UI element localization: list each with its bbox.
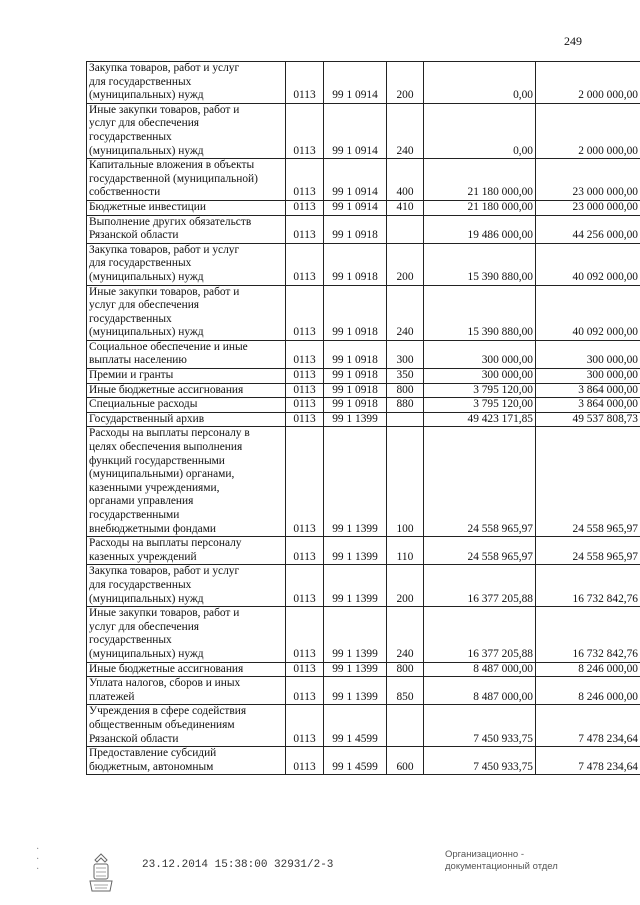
row-section: 0113 xyxy=(286,243,324,285)
row-amount-b: 49 537 808,73 xyxy=(536,412,640,427)
table-body xyxy=(87,62,640,775)
row-name xyxy=(87,662,286,677)
row-amount-a: 24 558 965,97 xyxy=(424,427,536,537)
row-name xyxy=(87,677,286,705)
table-row xyxy=(87,427,640,537)
row-expense-type: 800 xyxy=(387,383,424,398)
row-expense-type xyxy=(387,705,424,747)
row-amount-b: 40 092 000,00 xyxy=(536,285,640,340)
row-section: 0113 xyxy=(286,412,324,427)
row-amount-b: 16 732 842,76 xyxy=(536,565,640,607)
row-target-code: 99 1 4599 xyxy=(324,705,387,747)
coat-of-arms-icon xyxy=(86,851,116,895)
row-amount-a: 19 486 000,00 xyxy=(424,215,536,243)
row-name-line: Социальное обеспечение и иные xyxy=(89,340,248,353)
row-target-code: 99 1 1399 xyxy=(324,537,387,565)
row-expense-type: 240 xyxy=(387,103,424,158)
row-name xyxy=(87,427,286,537)
row-expense-type: 100 xyxy=(387,427,424,537)
row-amount-b: 24 558 965,97 xyxy=(536,427,640,537)
table-row xyxy=(87,200,640,215)
row-section: 0113 xyxy=(286,677,324,705)
row-name-line: Закупка товаров, работ и услуг xyxy=(89,565,240,578)
row-expense-type: 240 xyxy=(387,607,424,662)
row-name-line: для государственных xyxy=(89,257,192,270)
row-section: 0113 xyxy=(286,607,324,662)
row-amount-b: 16 732 842,76 xyxy=(536,607,640,662)
row-target-code: 99 1 0918 xyxy=(324,285,387,340)
row-name-line: Иные закупки товаров, работ и xyxy=(89,607,240,620)
row-amount-a: 0,00 xyxy=(424,103,536,158)
footer-org xyxy=(445,849,558,873)
row-name-line: Предоставление субсидий xyxy=(89,747,217,760)
row-target-code: 99 1 0914 xyxy=(324,159,387,201)
row-target-code: 99 1 4599 xyxy=(324,747,387,775)
row-name-line: Бюджетные инвестиции xyxy=(89,200,206,213)
table-row xyxy=(87,412,640,427)
row-name xyxy=(87,607,286,662)
page-number: 249 xyxy=(564,34,582,48)
table-row xyxy=(87,607,640,662)
row-expense-type xyxy=(387,412,424,427)
table-row xyxy=(87,285,640,340)
row-section: 0113 xyxy=(286,285,324,340)
row-name-line: целях обеспечения выполнения xyxy=(89,441,243,454)
row-name-line: государственных xyxy=(89,130,172,143)
row-name-line: (муниципальных) нужд xyxy=(89,89,204,102)
row-amount-b: 7 478 234,64 xyxy=(536,747,640,775)
table-row xyxy=(87,662,640,677)
row-amount-b: 3 864 000,00 xyxy=(536,398,640,413)
row-amount-a: 8 487 000,00 xyxy=(424,662,536,677)
row-amount-a: 15 390 880,00 xyxy=(424,285,536,340)
row-name-line: выплаты населению xyxy=(89,354,187,367)
row-amount-a: 49 423 171,85 xyxy=(424,412,536,427)
row-section: 0113 xyxy=(286,103,324,158)
row-expense-type: 400 xyxy=(387,159,424,201)
row-amount-b: 23 000 000,00 xyxy=(536,200,640,215)
row-amount-a: 3 795 120,00 xyxy=(424,398,536,413)
row-target-code: 99 1 1399 xyxy=(324,412,387,427)
row-amount-b: 8 246 000,00 xyxy=(536,677,640,705)
row-target-code: 99 1 1399 xyxy=(324,677,387,705)
row-amount-a: 24 558 965,97 xyxy=(424,537,536,565)
row-name xyxy=(87,705,286,747)
row-name-line: внебюджетными фондами xyxy=(89,522,217,535)
table-row xyxy=(87,243,640,285)
row-name-line: услуг для обеспечения xyxy=(89,620,200,633)
row-name-line: государственными xyxy=(89,509,180,521)
row-section: 0113 xyxy=(286,62,324,104)
row-amount-b: 2 000 000,00 xyxy=(536,62,640,104)
row-name-line: платежей xyxy=(89,690,135,703)
row-expense-type: 880 xyxy=(387,398,424,413)
row-name-line: казенных учреждений xyxy=(89,550,197,563)
margin-marks: · · · xyxy=(36,844,40,875)
row-expense-type: 110 xyxy=(387,537,424,565)
footer-doc-id: 32931/2-3 xyxy=(274,859,334,871)
row-amount-a: 15 390 880,00 xyxy=(424,243,536,285)
row-target-code: 99 1 1399 xyxy=(324,607,387,662)
row-name-line: (муниципальными) органами, xyxy=(89,468,235,481)
row-target-code: 99 1 1399 xyxy=(324,662,387,677)
row-name-line: Расходы на выплаты персоналу xyxy=(89,537,242,550)
footer-org-line: Организационно - xyxy=(445,849,525,860)
row-amount-a: 300 000,00 xyxy=(424,340,536,368)
row-name-line: органами управления xyxy=(89,495,194,508)
row-section: 0113 xyxy=(286,565,324,607)
row-name-line: для государственных xyxy=(89,578,192,591)
row-expense-type: 350 xyxy=(387,369,424,384)
row-name-line: казенными учреждениями, xyxy=(89,481,220,494)
row-amount-b: 7 478 234,64 xyxy=(536,705,640,747)
budget-table xyxy=(86,61,640,775)
row-expense-type: 800 xyxy=(387,662,424,677)
row-name xyxy=(87,537,286,565)
footer xyxy=(0,845,640,905)
row-amount-a: 3 795 120,00 xyxy=(424,383,536,398)
row-target-code: 99 1 0918 xyxy=(324,215,387,243)
row-amount-b: 300 000,00 xyxy=(536,340,640,368)
row-expense-type: 200 xyxy=(387,565,424,607)
row-amount-a: 21 180 000,00 xyxy=(424,200,536,215)
row-name-line: услуг для обеспечения xyxy=(89,299,200,312)
row-expense-type: 240 xyxy=(387,285,424,340)
row-target-code: 99 1 1399 xyxy=(324,565,387,607)
row-amount-b: 44 256 000,00 xyxy=(536,215,640,243)
table-row xyxy=(87,62,640,104)
row-name-line: (муниципальных) нужд xyxy=(89,326,204,339)
row-target-code: 99 1 0918 xyxy=(324,383,387,398)
row-amount-a: 16 377 205,88 xyxy=(424,565,536,607)
row-target-code: 99 1 0918 xyxy=(324,340,387,368)
row-section: 0113 xyxy=(286,747,324,775)
row-section: 0113 xyxy=(286,662,324,677)
row-name-line: (муниципальных) нужд xyxy=(89,647,204,660)
row-name xyxy=(87,383,286,398)
table-row xyxy=(87,747,640,775)
footer-org-line: документационный отдел xyxy=(445,861,558,872)
footer-timestamp: 23.12.2014 15:38:00 xyxy=(142,859,268,871)
table-row xyxy=(87,537,640,565)
table-row xyxy=(87,398,640,413)
row-section: 0113 xyxy=(286,537,324,565)
row-amount-a: 7 450 933,75 xyxy=(424,747,536,775)
table-row xyxy=(87,383,640,398)
row-target-code: 99 1 0918 xyxy=(324,369,387,384)
row-name xyxy=(87,340,286,368)
row-name xyxy=(87,398,286,413)
row-name-line: (муниципальных) нужд xyxy=(89,592,204,605)
row-expense-type xyxy=(387,215,424,243)
row-amount-b: 40 092 000,00 xyxy=(536,243,640,285)
row-name-line: Учреждения в сфере содействия xyxy=(89,705,247,718)
row-name xyxy=(87,412,286,427)
row-target-code: 99 1 0914 xyxy=(324,200,387,215)
row-amount-b: 24 558 965,97 xyxy=(536,537,640,565)
row-name-line: Иные закупки товаров, работ и xyxy=(89,285,240,298)
row-name xyxy=(87,215,286,243)
row-amount-a: 21 180 000,00 xyxy=(424,159,536,201)
row-name-line: функций государственными xyxy=(89,454,225,467)
row-name-line: Закупка товаров, работ и услуг xyxy=(89,62,240,74)
row-name-line: (муниципальных) нужд xyxy=(89,270,204,283)
row-section: 0113 xyxy=(286,398,324,413)
row-section: 0113 xyxy=(286,159,324,201)
row-amount-b: 300 000,00 xyxy=(536,369,640,384)
row-section: 0113 xyxy=(286,383,324,398)
table-row xyxy=(87,340,640,368)
row-amount-b: 8 246 000,00 xyxy=(536,662,640,677)
row-name-line: Капитальные вложения в объекты xyxy=(89,159,255,172)
table-row xyxy=(87,215,640,243)
row-name-line: государственных xyxy=(89,312,172,325)
row-name xyxy=(87,159,286,201)
table-row xyxy=(87,677,640,705)
row-name xyxy=(87,62,286,104)
row-name-line: государственных xyxy=(89,634,172,647)
row-section: 0113 xyxy=(286,427,324,537)
row-expense-type: 200 xyxy=(387,243,424,285)
row-name-line: Иные бюджетные ассигнования xyxy=(89,662,244,675)
row-amount-a: 16 377 205,88 xyxy=(424,607,536,662)
row-section: 0113 xyxy=(286,200,324,215)
row-name-line: собственности xyxy=(89,186,161,199)
row-expense-type: 300 xyxy=(387,340,424,368)
row-name-line: Специальные расходы xyxy=(89,398,198,411)
row-target-code: 99 1 0914 xyxy=(324,62,387,104)
row-target-code: 99 1 1399 xyxy=(324,427,387,537)
table-row xyxy=(87,369,640,384)
row-target-code: 99 1 0918 xyxy=(324,243,387,285)
row-name-line: Выполнение других обязательств xyxy=(89,215,252,228)
row-name-line: Закупка товаров, работ и услуг xyxy=(89,243,240,256)
row-name-line: Рязанской области xyxy=(89,732,179,745)
row-name xyxy=(87,200,286,215)
row-name-line: государственной (муниципальной) xyxy=(89,172,258,185)
row-section: 0113 xyxy=(286,369,324,384)
row-amount-b: 23 000 000,00 xyxy=(536,159,640,201)
row-name-line: (муниципальных) нужд xyxy=(89,144,204,157)
row-name-line: Премии и гранты xyxy=(89,369,174,382)
row-name-line: услуг для обеспечения xyxy=(89,117,200,130)
row-name xyxy=(87,285,286,340)
row-amount-b: 2 000 000,00 xyxy=(536,103,640,158)
row-name-line: Расходы на выплаты персоналу в xyxy=(89,427,250,440)
row-amount-b: 3 864 000,00 xyxy=(536,383,640,398)
table-row xyxy=(87,159,640,201)
row-name-line: Рязанской области xyxy=(89,229,179,242)
row-section: 0113 xyxy=(286,215,324,243)
row-section: 0113 xyxy=(286,340,324,368)
row-name-line: для государственных xyxy=(89,75,192,88)
row-name xyxy=(87,565,286,607)
row-expense-type: 410 xyxy=(387,200,424,215)
row-expense-type: 200 xyxy=(387,62,424,104)
row-target-code: 99 1 0914 xyxy=(324,103,387,158)
table-row xyxy=(87,103,640,158)
row-name-line: общественным объединениям xyxy=(89,718,235,731)
row-name-line: бюджетным, автономным xyxy=(89,760,214,773)
row-name xyxy=(87,103,286,158)
row-name xyxy=(87,747,286,775)
row-amount-a: 8 487 000,00 xyxy=(424,677,536,705)
row-name-line: Иные закупки товаров, работ и xyxy=(89,103,240,116)
row-name xyxy=(87,369,286,384)
row-amount-a: 0,00 xyxy=(424,62,536,104)
table-row xyxy=(87,565,640,607)
row-name xyxy=(87,243,286,285)
row-name-line: Иные бюджетные ассигнования xyxy=(89,383,244,396)
row-expense-type: 600 xyxy=(387,747,424,775)
row-amount-a: 7 450 933,75 xyxy=(424,705,536,747)
row-section: 0113 xyxy=(286,705,324,747)
row-target-code: 99 1 0918 xyxy=(324,398,387,413)
row-name-line: Уплата налогов, сборов и иных xyxy=(89,677,241,690)
table-row xyxy=(87,705,640,747)
row-name-line: Государственный архив xyxy=(89,412,205,425)
row-amount-a: 300 000,00 xyxy=(424,369,536,384)
row-expense-type: 850 xyxy=(387,677,424,705)
